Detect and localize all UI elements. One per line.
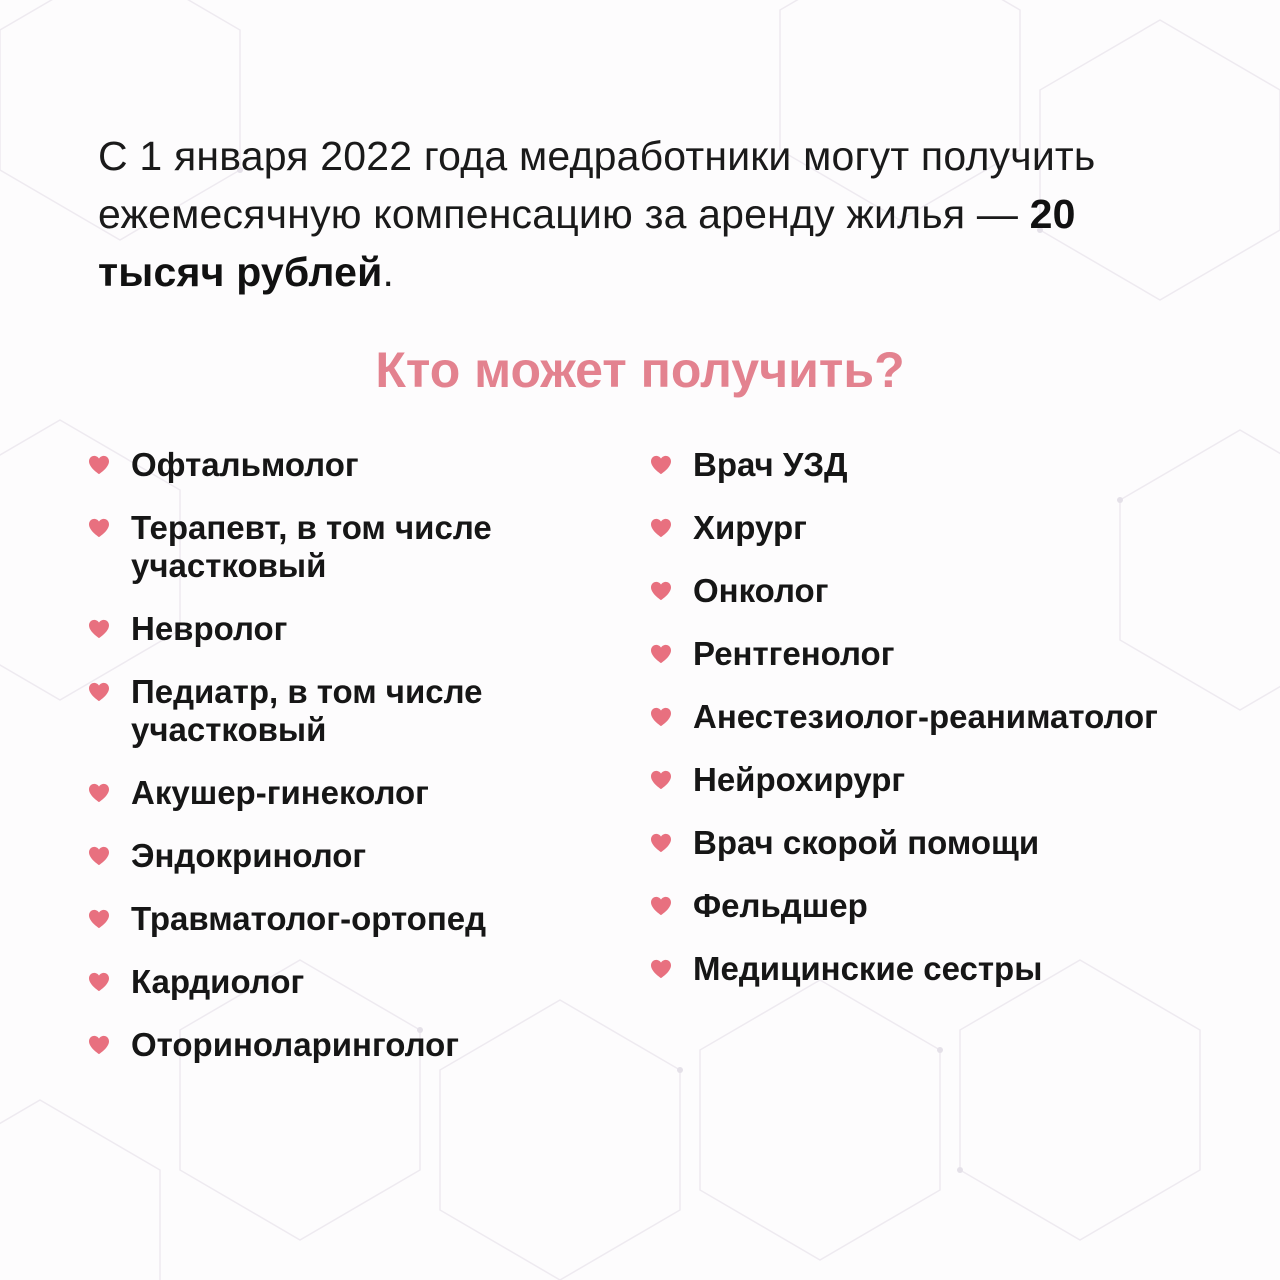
list-item <box>650 887 1260 925</box>
list-item-label: Акушер-гинеколог <box>131 774 429 811</box>
heart-icon <box>650 770 672 790</box>
heart-icon <box>88 846 110 866</box>
heart-icon <box>88 909 110 929</box>
right-column-list <box>650 446 1260 1013</box>
list-item <box>88 774 608 812</box>
intro-paragraph <box>98 127 1198 301</box>
intro-text: С 1 января 2022 года медработники могут получить ежемесячную компенсацию за аренду жилья — <box>98 133 1096 237</box>
list-item <box>88 610 608 648</box>
list-item <box>88 1026 608 1064</box>
list-item-label: Фельдшер <box>693 887 868 924</box>
list-item-label-continued: участковый <box>131 547 327 584</box>
list-item <box>650 761 1260 799</box>
list-item <box>88 673 608 749</box>
heart-icon <box>88 455 110 475</box>
list-item-label: Врач УЗД <box>693 446 848 483</box>
list-item <box>650 635 1260 673</box>
intro-text-end: . <box>382 249 395 295</box>
heart-icon <box>650 959 672 979</box>
list-item <box>88 509 608 585</box>
intro-highlight-amount: 20 тысяч рублей <box>98 191 1076 295</box>
heart-icon <box>88 1035 110 1055</box>
list-item <box>88 963 608 1001</box>
heart-icon <box>88 783 110 803</box>
list-item <box>88 837 608 875</box>
heart-icon <box>88 619 110 639</box>
list-item-label: Анестезиолог-реаниматолог <box>693 698 1158 735</box>
heart-icon <box>88 682 110 702</box>
heart-icon <box>650 455 672 475</box>
list-item-label: Офтальмолог <box>131 446 359 483</box>
heart-icon <box>650 896 672 916</box>
list-item-label: Нейрохирург <box>693 761 906 798</box>
list-item <box>650 698 1260 736</box>
list-item-label: Оториноларинголог <box>131 1026 460 1063</box>
list-item-label: Эндокринолог <box>131 837 367 874</box>
heart-icon <box>88 972 110 992</box>
heart-icon <box>88 518 110 538</box>
heart-icon <box>650 707 672 727</box>
list-item <box>650 950 1260 988</box>
heart-icon <box>650 518 672 538</box>
heart-icon <box>650 644 672 664</box>
list-item-label: Медицинские сестры <box>693 950 1043 987</box>
list-item-label: Травматолог-ортопед <box>131 900 487 937</box>
section-heading: Кто может получить? <box>375 342 905 398</box>
list-item <box>650 824 1260 862</box>
heart-icon <box>650 581 672 601</box>
list-item <box>88 446 608 484</box>
list-item-label: Рентгенолог <box>693 635 895 672</box>
left-column-list <box>88 446 608 1089</box>
list-item-label: Невролог <box>131 610 288 647</box>
list-item-label: Терапевт, в том числе <box>131 509 492 546</box>
list-item-label: Врач скорой помощи <box>693 824 1040 861</box>
heart-icon <box>650 833 672 853</box>
list-item-label: Кардиолог <box>131 963 305 1000</box>
list-item-label-continued: участковый <box>131 711 327 748</box>
list-item <box>650 572 1260 610</box>
list-item-label: Хирург <box>693 509 807 546</box>
list-item <box>88 900 608 938</box>
list-item-label: Педиатр, в том числе <box>131 673 483 710</box>
list-item <box>650 509 1260 547</box>
list-item <box>650 446 1260 484</box>
list-item-label: Онколог <box>693 572 829 609</box>
